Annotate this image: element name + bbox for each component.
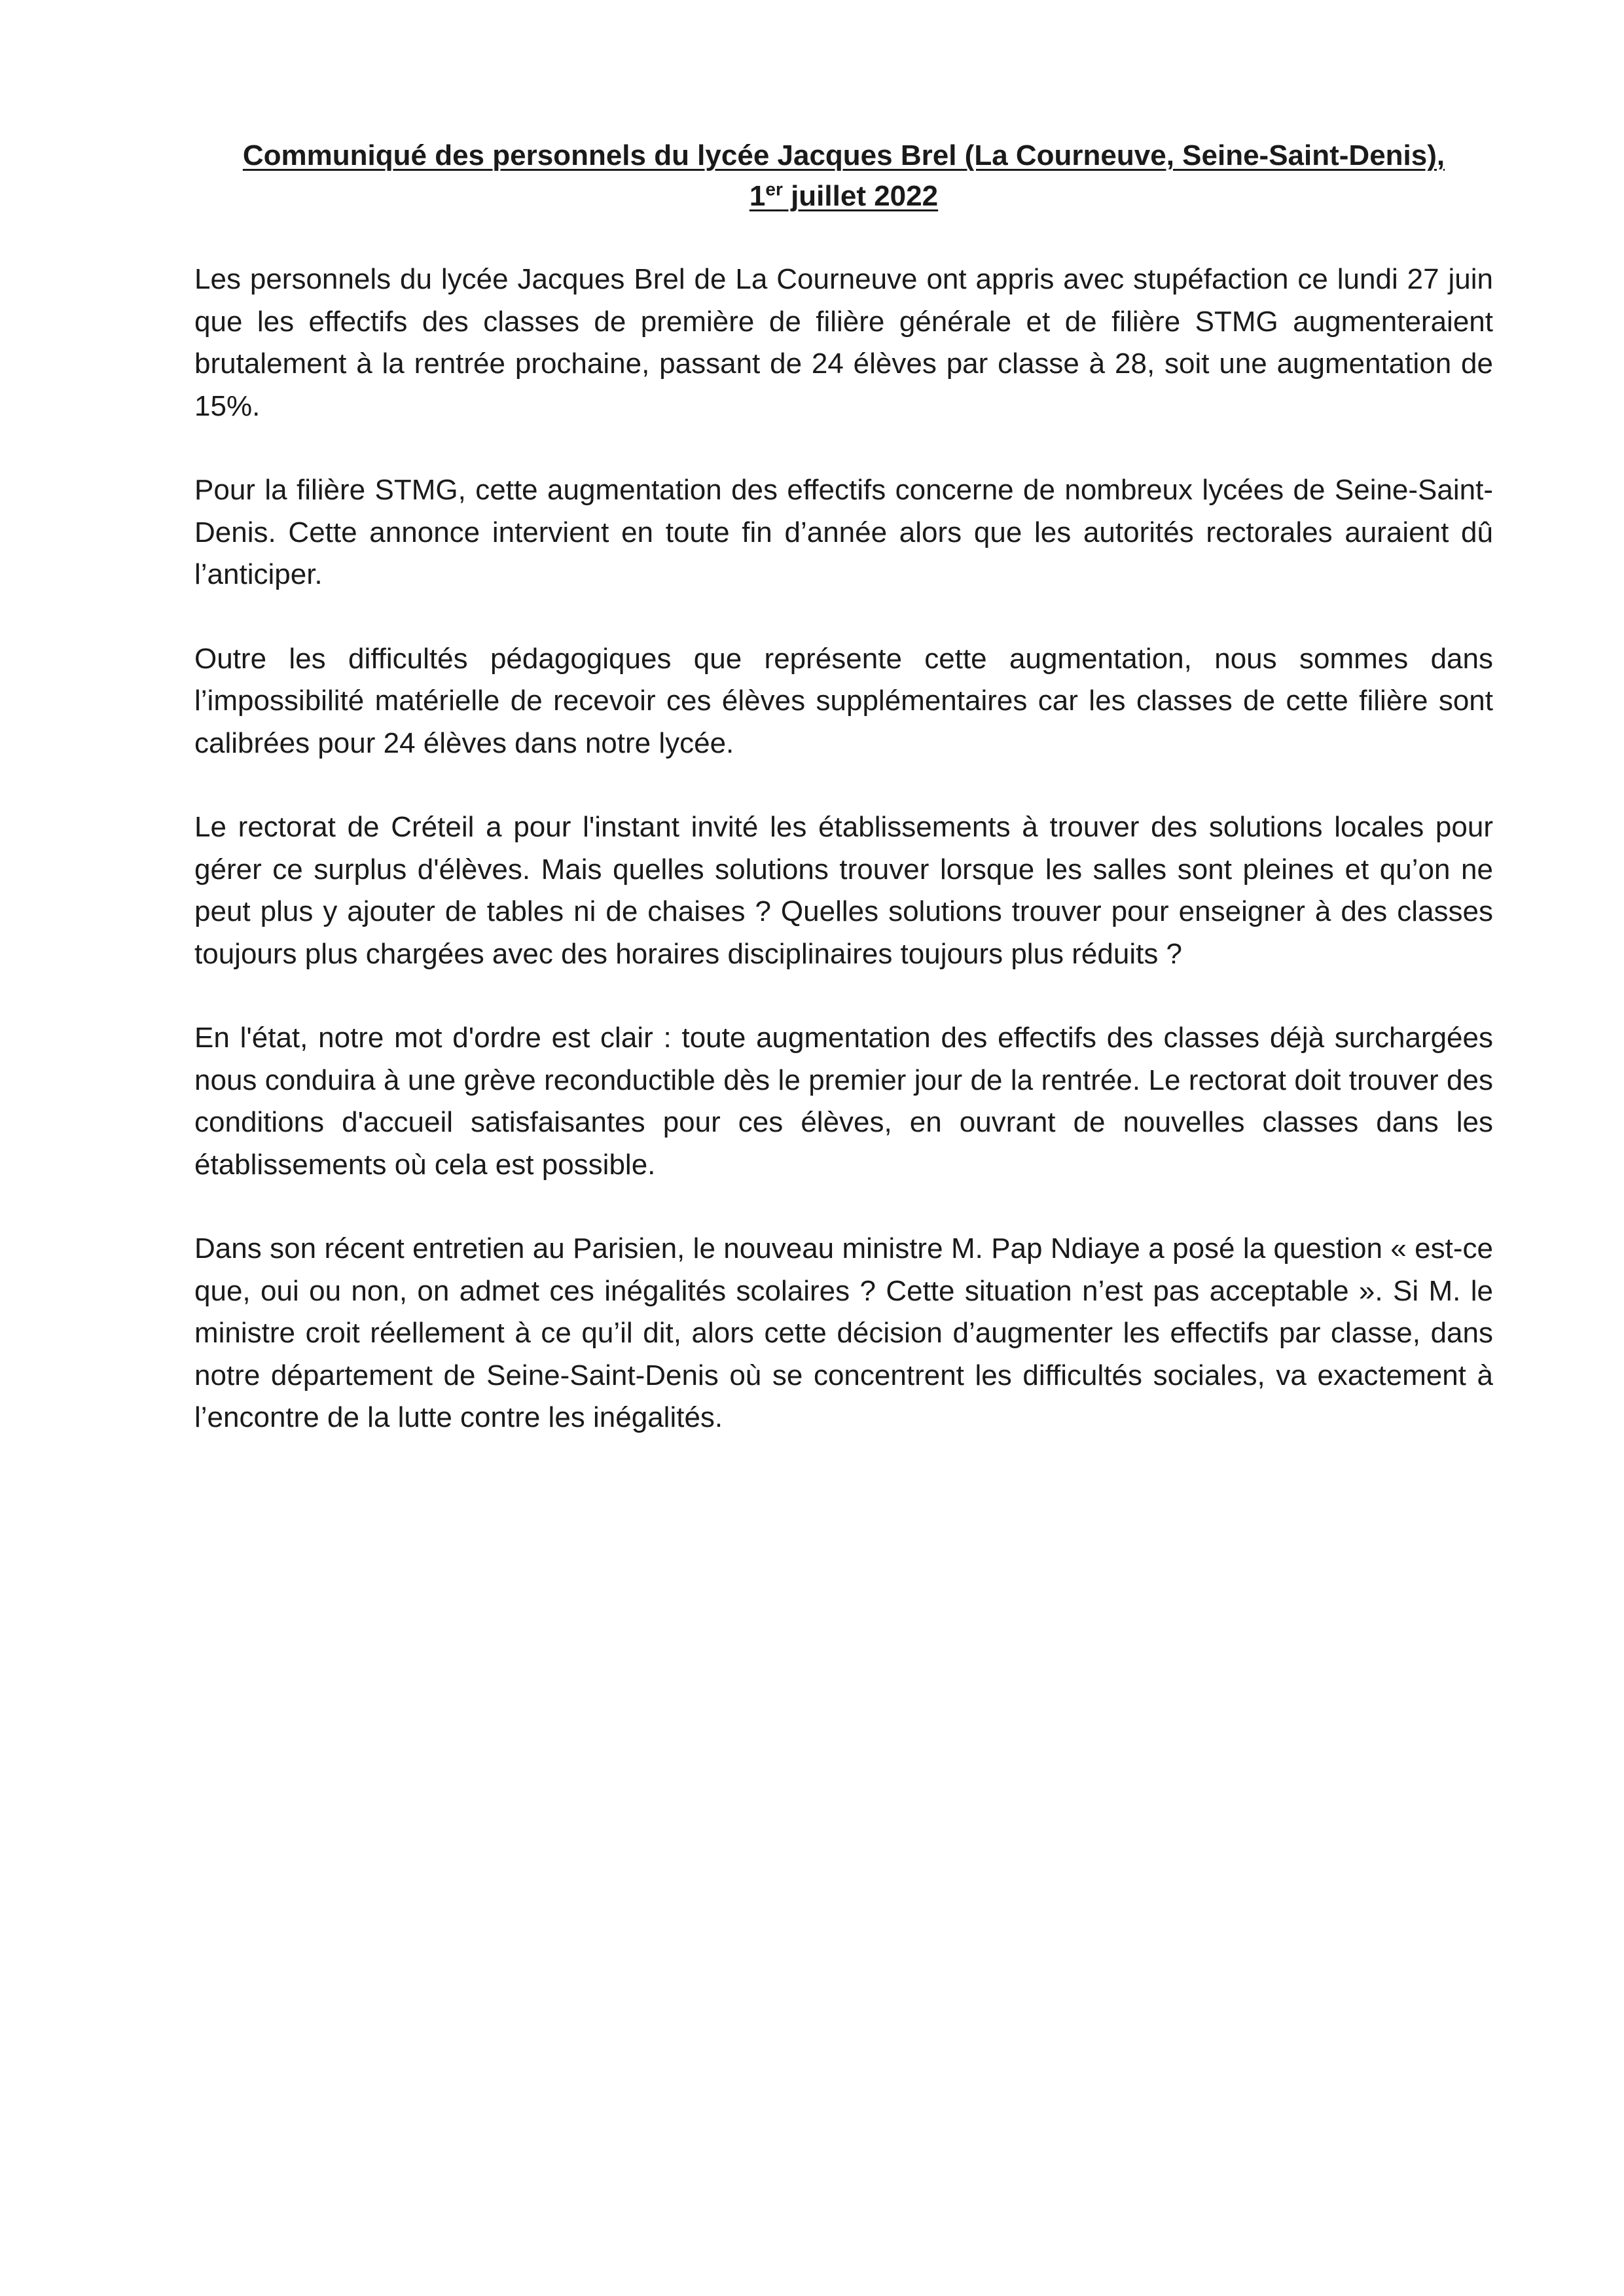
title-date-day: 1 — [749, 180, 766, 212]
paragraph-3: Outre les difficultés pédagogiques que représente cette augmentation, nous sommes dans l’impossibilité matérielle de recevoir ces élèves supplémentaires car les classes de cette filière sont calibrées pour 24 élèves dans notre lycée. — [194, 642, 1493, 759]
title-line-2 — [749, 180, 938, 212]
document-title — [194, 135, 1493, 217]
title-date-rest: juillet 2022 — [782, 180, 939, 212]
paragraph-4: Le rectorat de Créteil a pour l'instant invité les établissements à trouver des solutions locales pour gérer ce surplus d'élèves. Mais quelles solutions trouver lorsque les salles sont pleines et qu’on ne peut plus y ajouter de tables ni de chaises ? Quelles solutions trouver pour enseigner à des classes toujours plus chargées avec des horaires disciplinaires toujours plus réduits ? — [194, 811, 1493, 970]
paragraph-2: Pour la filière STMG, cette augmentation des effectifs concerne de nombreux lycées de Seine-Saint-Denis. Cette annonce intervient en toute fin d’année alors que les autorités rectorales auraient dû l’anticiper. — [194, 474, 1493, 590]
document-body — [194, 135, 1493, 1439]
paragraph-1: Les personnels du lycée Jacques Brel de La Courneuve ont appris avec stupéfaction ce lundi 27 juin que les effectifs des classes de première de filière générale et de filière STMG augmenteraient brutalement à la rentrée prochaine, passant de 24 élèves par classe à 28, soit une augmentation de 15%. — [194, 263, 1493, 422]
title-line-1: Communiqué des personnels du lycée Jacques Brel (La Courneuve, Seine-Saint-Denis), — [242, 139, 1445, 171]
paragraph-5: En l'état, notre mot d'ordre est clair : toute augmentation des effectifs des classes déjà surchargées nous conduira à une grève reconductible dès le premier jour de la rentrée. Le rectorat doit trouver des conditions d'accueil satisfaisantes pour ces élèves, en ouvrant de nouvelles classes dans les établissements où cela est possible. — [194, 1022, 1493, 1181]
paragraph-6: Dans son récent entretien au Parisien, le nouveau ministre M. Pap Ndiaye a posé la question « est-ce que, oui ou non, on admet ces inégalités scolaires ? Cette situation n’est pas acceptable ». Si M. le ministre croit réellement à ce qu’il dit, alors cette décision d’augmenter les effectifs par classe, dans notre département de Seine-Saint-Denis où se concentrent les difficultés sociales, va exactement à l’encontre de la lutte contre les inégalités. — [194, 1232, 1493, 1433]
title-date-ordinal: er — [765, 179, 783, 200]
